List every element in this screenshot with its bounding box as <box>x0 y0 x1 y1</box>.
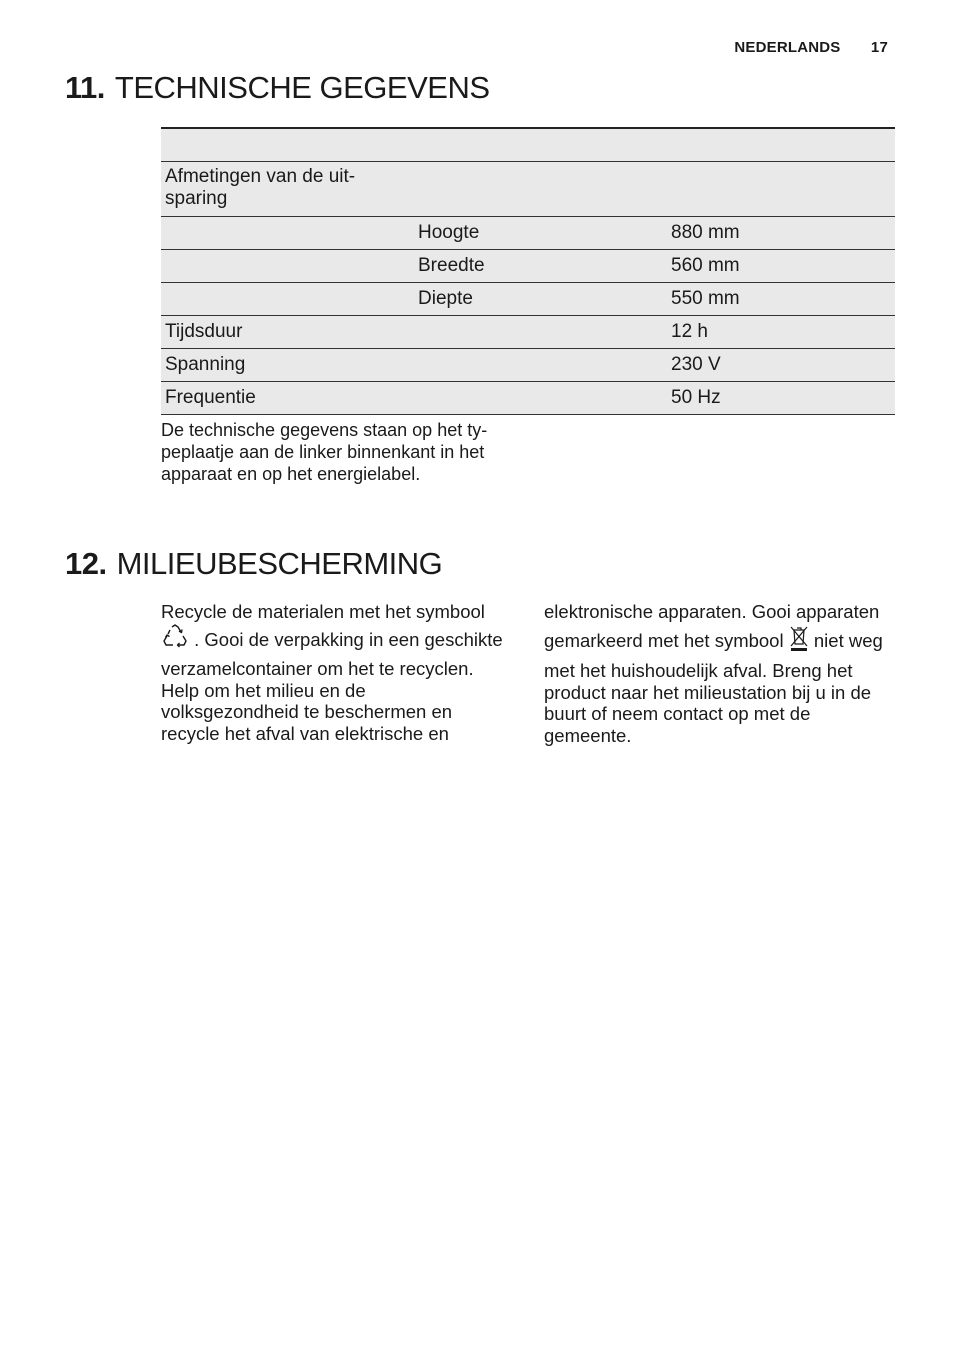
table-cell <box>161 282 414 315</box>
table-cell: Afmetingen van de uit- sparing <box>165 165 356 209</box>
text-fragment: gemarkeerd met het symbool <box>544 629 784 651</box>
table-cell <box>414 315 667 348</box>
table-row <box>161 216 895 249</box>
technical-data-table <box>161 127 895 415</box>
text-fragment: . Gooi de verpakking in een geschikte <box>194 628 503 650</box>
table-cell <box>161 249 414 282</box>
section-12-heading: MILIEUBESCHERMING <box>116 546 443 581</box>
table-cell <box>414 348 667 381</box>
table-cell <box>667 161 895 216</box>
table-cell: 50 Hz <box>671 386 721 408</box>
table-row <box>161 282 895 315</box>
text-line <box>161 624 513 658</box>
table-cell <box>414 381 667 414</box>
page-header <box>734 39 888 56</box>
recycle-icon <box>161 624 189 658</box>
table-cell: Frequentie <box>165 386 256 408</box>
table-cell: 230 V <box>671 353 721 375</box>
table-cell: Tijdsduur <box>165 320 243 342</box>
table-row <box>161 348 895 381</box>
table-cell: 12 h <box>671 320 708 342</box>
table-cell: 560 mm <box>671 254 740 276</box>
section-12-title <box>65 546 442 582</box>
section-11-title <box>65 70 490 106</box>
table-cell <box>414 161 667 216</box>
table-cell <box>161 216 414 249</box>
environment-text-right <box>544 600 896 746</box>
page-number: 17 <box>870 39 888 56</box>
text-paragraph: met het huishoudelijk afval. Breng het product naar het milieustation bij u in de buurt of neem contact op met de gemeente. <box>544 660 872 746</box>
table-cell: 880 mm <box>671 221 740 243</box>
table-row <box>161 249 895 282</box>
text-line: elektronische apparaten. Gooi apparaten <box>544 601 880 622</box>
technical-data-note: De technische gegevens staan op het ty- peplaatje aan de linker binnenkant in het apparaat en op het energielabel. <box>161 420 488 484</box>
section-11-heading: TECHNISCHE GEGEVENS <box>114 70 490 105</box>
table-header-row <box>161 128 895 161</box>
text-line <box>544 624 896 660</box>
table-cell: Hoogte <box>418 221 480 243</box>
table-row <box>161 161 895 216</box>
section-12-number: 12. <box>65 546 107 581</box>
text-fragment: niet weg <box>813 629 883 651</box>
environment-text-left <box>161 600 513 744</box>
table-cell: Breedte <box>418 254 485 276</box>
table-cell: 550 mm <box>671 287 740 309</box>
table-cell: Spanning <box>165 353 246 375</box>
table-cell: Diepte <box>418 287 473 309</box>
table-row <box>161 315 895 348</box>
crossed-out-bin-icon <box>789 624 809 660</box>
header-language: NEDERLANDS <box>734 39 841 56</box>
table-row <box>161 381 895 414</box>
text-line: Recycle de materialen met het symbool <box>161 601 485 622</box>
section-11-number: 11. <box>65 70 105 105</box>
text-paragraph: verzamelcontainer om het te recyclen. Help om het milieu en de volksgezondheid te beschermen en recycle het afval van elektrische en <box>161 658 474 744</box>
